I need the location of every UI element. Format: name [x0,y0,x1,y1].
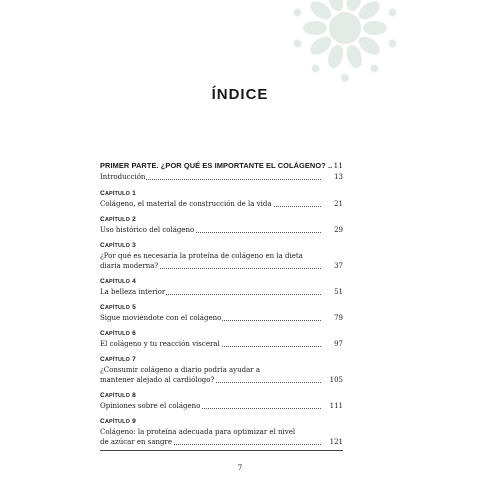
chapter-list [100,189,343,447]
chapter-title-line [100,375,343,385]
chapter-title: ¿Consumir colágeno a diario podría ayudar a [100,366,261,374]
toc-entry-chapter-2 [100,215,343,235]
chapter-title-line [100,287,343,297]
chapter-label: CAPÍTULO 2 [100,216,136,223]
chapter-page-number: 105 [327,375,343,385]
chapter-label: CAPÍTULO 8 [100,392,136,399]
toc-bottom-rule [100,450,343,451]
chapter-title-line [100,225,343,235]
chapter-title-line [100,261,343,271]
chapter-title: de azúcar en sangre [100,438,173,446]
chapter-label: CAPÍTULO 9 [100,418,136,425]
chapter-title-line [100,427,343,437]
floral-ornament-icon [285,0,405,85]
intro-page-number: 13 [331,172,343,182]
chapter-title: Uso histórico del colágeno [100,226,195,234]
chapter-page-number: 79 [331,313,343,323]
toc-entry-chapter-7 [100,355,343,385]
chapter-title: Opiniones sobre el colágeno [100,402,201,410]
toc-entry-chapter-3 [100,241,343,271]
toc-entry-chapter-9 [100,417,343,447]
toc-entry-chapter-8 [100,391,343,411]
chapter-page-number: 111 [327,401,343,411]
chapter-label: CAPÍTULO 5 [100,304,136,311]
chapter-title: El colágeno y tu reacción visceral [100,340,220,348]
chapter-title: diaria moderna? [100,262,159,270]
chapter-title-line [100,313,343,323]
chapter-title-line [100,339,343,349]
chapter-title-line [100,437,343,447]
chapter-label: CAPÍTULO 4 [100,278,136,285]
chapter-page-number: 97 [331,339,343,349]
chapter-title: ¿Por qué es necesaria la proteína de colágeno en la dieta [100,252,303,260]
intro-title: Introducción [100,173,146,181]
part-label: PRIMER PARTE. ¿POR QUÉ ES IMPORTANTE EL COLÁGENO? .. [100,161,333,170]
chapter-title: La belleza interior [100,288,166,296]
chapter-label: CAPÍTULO 6 [100,330,136,337]
chapter-page-number: 21 [331,199,343,209]
page-number: 7 [237,464,243,472]
part-page-number: 11 [333,161,343,170]
chapter-title: Colágeno, el material de construcción de la vida [100,200,272,208]
page-title: ÍNDICE [211,86,269,103]
chapter-page-number: 37 [331,261,343,271]
chapter-page-number: 29 [331,225,343,235]
chapter-page-number: 51 [331,287,343,297]
table-of-contents [100,160,343,451]
chapter-title-line [100,199,343,209]
toc-entry-chapter-1 [100,189,343,209]
toc-entry-chapter-6 [100,329,343,349]
chapter-page-number: 121 [327,437,343,447]
chapter-title-line [100,251,343,261]
chapter-label: CAPÍTULO 3 [100,242,136,249]
chapter-label: CAPÍTULO 1 [100,190,136,197]
chapter-title: mantener alejado al cardiólogo? [100,376,215,384]
chapter-title-line [100,401,343,411]
chapter-title: Colágeno: la proteína adecuada para optimizar el nivel [100,428,296,436]
chapter-label: CAPÍTULO 7 [100,356,136,363]
toc-entry-chapter-4 [100,277,343,297]
toc-entry-chapter-5 [100,303,343,323]
chapter-title: Sigue moviéndote con el colágeno [100,314,222,322]
chapter-title-line [100,365,343,375]
part-heading [100,160,343,172]
toc-entry-intro [100,172,343,182]
